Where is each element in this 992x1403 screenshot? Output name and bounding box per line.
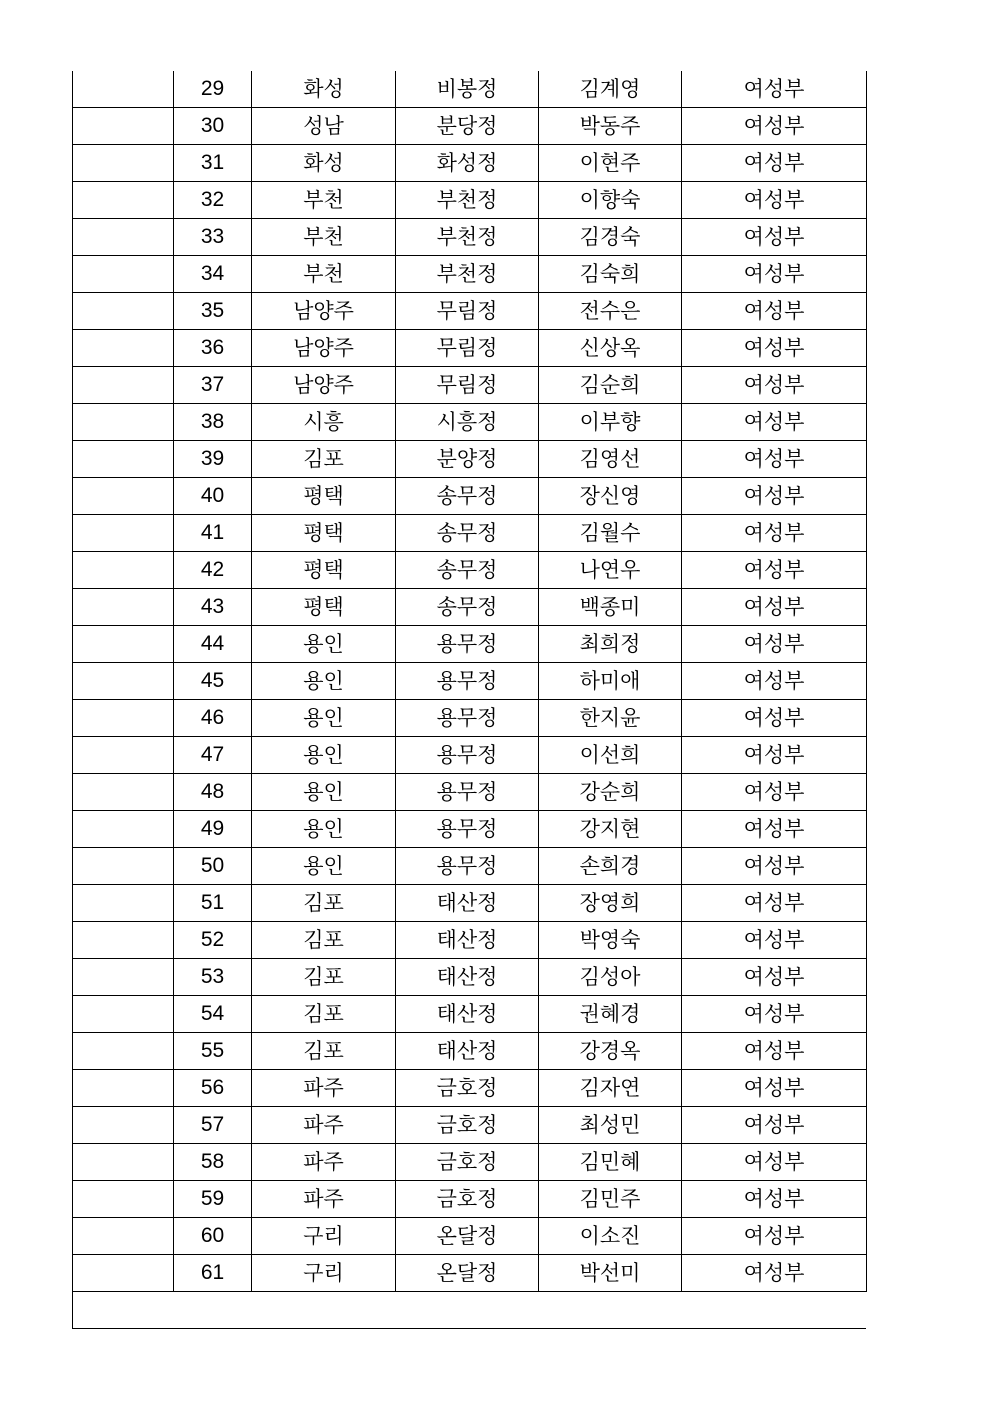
table-row (73, 700, 867, 737)
group-cell: 금호정 (396, 1144, 539, 1181)
department-cell: 여성부 (682, 996, 867, 1033)
group-cell: 용무정 (396, 848, 539, 885)
blank-cell (73, 774, 174, 811)
department-cell: 여성부 (682, 885, 867, 922)
group-cell: 비봉정 (396, 71, 539, 108)
row-number: 51 (174, 885, 252, 922)
row-number: 41 (174, 515, 252, 552)
blank-cell (73, 515, 174, 552)
row-number: 42 (174, 552, 252, 589)
blank-cell (73, 1033, 174, 1070)
blank-cell (73, 922, 174, 959)
region-cell: 용인 (252, 737, 396, 774)
region-cell: 화성 (252, 71, 396, 108)
member-name-cell: 김계영 (539, 71, 682, 108)
region-cell: 김포 (252, 1033, 396, 1070)
group-cell: 용무정 (396, 737, 539, 774)
department-cell: 여성부 (682, 293, 867, 330)
member-name-cell: 김민주 (539, 1181, 682, 1218)
region-cell: 용인 (252, 700, 396, 737)
region-cell: 김포 (252, 959, 396, 996)
member-name-cell: 박영숙 (539, 922, 682, 959)
table-row (73, 367, 867, 404)
table-row (73, 1070, 867, 1107)
table-row (73, 330, 867, 367)
region-cell: 파주 (252, 1181, 396, 1218)
group-cell: 태산정 (396, 996, 539, 1033)
member-name-cell: 권혜경 (539, 996, 682, 1033)
group-cell: 용무정 (396, 626, 539, 663)
member-name-cell: 강경옥 (539, 1033, 682, 1070)
blank-cell (73, 108, 174, 145)
row-number: 36 (174, 330, 252, 367)
table-row (73, 478, 867, 515)
member-name-cell: 김숙희 (539, 256, 682, 293)
table-row (73, 1107, 867, 1144)
blank-cell (73, 145, 174, 182)
member-name-cell: 박동주 (539, 108, 682, 145)
table-row (73, 145, 867, 182)
region-cell: 평택 (252, 515, 396, 552)
group-cell: 용무정 (396, 663, 539, 700)
table-row (73, 737, 867, 774)
member-name-cell: 최희정 (539, 626, 682, 663)
member-name-cell: 이현주 (539, 145, 682, 182)
region-cell: 파주 (252, 1144, 396, 1181)
region-cell: 부천 (252, 182, 396, 219)
table-row (73, 256, 867, 293)
department-cell: 여성부 (682, 478, 867, 515)
department-cell: 여성부 (682, 811, 867, 848)
department-cell: 여성부 (682, 663, 867, 700)
group-cell: 용무정 (396, 774, 539, 811)
table-row (73, 1033, 867, 1070)
table-row (73, 293, 867, 330)
table-row (73, 885, 867, 922)
region-cell: 시흥 (252, 404, 396, 441)
region-cell: 김포 (252, 922, 396, 959)
row-number: 46 (174, 700, 252, 737)
region-cell: 구리 (252, 1255, 396, 1292)
department-cell: 여성부 (682, 219, 867, 256)
department-cell: 여성부 (682, 256, 867, 293)
row-number: 33 (174, 219, 252, 256)
group-cell: 금호정 (396, 1070, 539, 1107)
row-number: 57 (174, 1107, 252, 1144)
group-cell: 시흥정 (396, 404, 539, 441)
table-row (73, 404, 867, 441)
member-name-cell: 김자연 (539, 1070, 682, 1107)
department-cell: 여성부 (682, 1144, 867, 1181)
member-name-cell: 나연우 (539, 552, 682, 589)
department-cell: 여성부 (682, 737, 867, 774)
department-cell: 여성부 (682, 700, 867, 737)
member-name-cell: 손희경 (539, 848, 682, 885)
table-row (73, 663, 867, 700)
region-cell: 평택 (252, 589, 396, 626)
table-row (73, 441, 867, 478)
blank-cell (73, 330, 174, 367)
department-cell: 여성부 (682, 441, 867, 478)
department-cell: 여성부 (682, 145, 867, 182)
row-number: 43 (174, 589, 252, 626)
group-cell: 부천정 (396, 256, 539, 293)
member-name-cell: 김순희 (539, 367, 682, 404)
table-row (73, 1218, 867, 1255)
department-cell: 여성부 (682, 959, 867, 996)
row-number: 54 (174, 996, 252, 1033)
blank-cell (73, 885, 174, 922)
blank-cell (73, 1144, 174, 1181)
row-number: 56 (174, 1070, 252, 1107)
department-cell: 여성부 (682, 108, 867, 145)
group-cell: 부천정 (396, 182, 539, 219)
roster-table (72, 71, 867, 1292)
row-number: 35 (174, 293, 252, 330)
row-number: 49 (174, 811, 252, 848)
row-number: 55 (174, 1033, 252, 1070)
group-cell: 무림정 (396, 367, 539, 404)
row-number: 39 (174, 441, 252, 478)
row-number: 61 (174, 1255, 252, 1292)
member-name-cell: 이부향 (539, 404, 682, 441)
group-cell: 태산정 (396, 922, 539, 959)
group-cell: 무림정 (396, 293, 539, 330)
blank-cell (73, 589, 174, 626)
member-name-cell: 김월수 (539, 515, 682, 552)
region-cell: 화성 (252, 145, 396, 182)
blank-cell (73, 1255, 174, 1292)
group-cell: 태산정 (396, 959, 539, 996)
row-number: 47 (174, 737, 252, 774)
blank-cell (73, 626, 174, 663)
blank-cell (73, 811, 174, 848)
group-cell: 송무정 (396, 589, 539, 626)
region-cell: 파주 (252, 1070, 396, 1107)
blank-cell (73, 663, 174, 700)
blank-cell (73, 848, 174, 885)
member-name-cell: 이소진 (539, 1218, 682, 1255)
region-cell: 남양주 (252, 367, 396, 404)
blank-cell (73, 1107, 174, 1144)
row-number: 40 (174, 478, 252, 515)
row-number: 50 (174, 848, 252, 885)
blank-cell (73, 404, 174, 441)
group-cell: 부천정 (396, 219, 539, 256)
blank-cell (73, 182, 174, 219)
department-cell: 여성부 (682, 182, 867, 219)
region-cell: 남양주 (252, 293, 396, 330)
table-row (73, 182, 867, 219)
region-cell: 김포 (252, 996, 396, 1033)
table-row (73, 774, 867, 811)
department-cell: 여성부 (682, 515, 867, 552)
blank-cell (73, 552, 174, 589)
department-cell: 여성부 (682, 1255, 867, 1292)
row-number: 32 (174, 182, 252, 219)
member-name-cell: 이선희 (539, 737, 682, 774)
member-name-cell: 장영희 (539, 885, 682, 922)
table-row (73, 626, 867, 663)
table-row (73, 996, 867, 1033)
blank-cell (73, 1218, 174, 1255)
blank-cell (73, 1181, 174, 1218)
department-cell: 여성부 (682, 848, 867, 885)
region-cell: 김포 (252, 441, 396, 478)
member-name-cell: 장신영 (539, 478, 682, 515)
department-cell: 여성부 (682, 1181, 867, 1218)
row-number: 31 (174, 145, 252, 182)
group-cell: 온달정 (396, 1218, 539, 1255)
group-cell: 송무정 (396, 515, 539, 552)
group-cell: 화성정 (396, 145, 539, 182)
blank-cell (73, 700, 174, 737)
table-row (73, 1255, 867, 1292)
member-name-cell: 김영선 (539, 441, 682, 478)
member-name-cell: 신상옥 (539, 330, 682, 367)
blank-cell (73, 367, 174, 404)
table-row (73, 515, 867, 552)
row-number: 30 (174, 108, 252, 145)
member-name-cell: 김민혜 (539, 1144, 682, 1181)
department-cell: 여성부 (682, 1033, 867, 1070)
group-cell: 송무정 (396, 552, 539, 589)
department-cell: 여성부 (682, 330, 867, 367)
region-cell: 용인 (252, 848, 396, 885)
roster-table-container (72, 71, 866, 1292)
group-cell: 태산정 (396, 885, 539, 922)
member-name-cell: 강순희 (539, 774, 682, 811)
blank-cell (73, 293, 174, 330)
department-cell: 여성부 (682, 1218, 867, 1255)
department-cell: 여성부 (682, 404, 867, 441)
member-name-cell: 이향숙 (539, 182, 682, 219)
blank-cell (73, 256, 174, 293)
member-name-cell: 강지현 (539, 811, 682, 848)
table-footer-area (72, 1289, 866, 1329)
member-name-cell: 최성민 (539, 1107, 682, 1144)
group-cell: 분양정 (396, 441, 539, 478)
row-number: 53 (174, 959, 252, 996)
member-name-cell: 박선미 (539, 1255, 682, 1292)
region-cell: 부천 (252, 256, 396, 293)
department-cell: 여성부 (682, 1070, 867, 1107)
region-cell: 용인 (252, 626, 396, 663)
group-cell: 분당정 (396, 108, 539, 145)
table-row (73, 1144, 867, 1181)
department-cell: 여성부 (682, 71, 867, 108)
department-cell: 여성부 (682, 774, 867, 811)
table-row (73, 959, 867, 996)
row-number: 37 (174, 367, 252, 404)
region-cell: 구리 (252, 1218, 396, 1255)
row-number: 58 (174, 1144, 252, 1181)
member-name-cell: 한지윤 (539, 700, 682, 737)
row-number: 29 (174, 71, 252, 108)
region-cell: 남양주 (252, 330, 396, 367)
blank-cell (73, 478, 174, 515)
member-name-cell: 하미애 (539, 663, 682, 700)
row-number: 45 (174, 663, 252, 700)
table-row (73, 848, 867, 885)
group-cell: 송무정 (396, 478, 539, 515)
department-cell: 여성부 (682, 367, 867, 404)
department-cell: 여성부 (682, 552, 867, 589)
member-name-cell: 전수은 (539, 293, 682, 330)
department-cell: 여성부 (682, 922, 867, 959)
row-number: 34 (174, 256, 252, 293)
region-cell: 성남 (252, 108, 396, 145)
department-cell: 여성부 (682, 1107, 867, 1144)
blank-cell (73, 71, 174, 108)
member-name-cell: 김경숙 (539, 219, 682, 256)
region-cell: 부천 (252, 219, 396, 256)
table-row (73, 219, 867, 256)
group-cell: 용무정 (396, 811, 539, 848)
group-cell: 무림정 (396, 330, 539, 367)
region-cell: 평택 (252, 478, 396, 515)
group-cell: 금호정 (396, 1181, 539, 1218)
department-cell: 여성부 (682, 626, 867, 663)
group-cell: 금호정 (396, 1107, 539, 1144)
row-number: 59 (174, 1181, 252, 1218)
blank-cell (73, 1070, 174, 1107)
region-cell: 용인 (252, 811, 396, 848)
region-cell: 용인 (252, 663, 396, 700)
member-name-cell: 백종미 (539, 589, 682, 626)
row-number: 52 (174, 922, 252, 959)
group-cell: 온달정 (396, 1255, 539, 1292)
group-cell: 태산정 (396, 1033, 539, 1070)
department-cell: 여성부 (682, 589, 867, 626)
blank-cell (73, 737, 174, 774)
region-cell: 용인 (252, 774, 396, 811)
table-row (73, 71, 867, 108)
group-cell: 용무정 (396, 700, 539, 737)
blank-cell (73, 996, 174, 1033)
roster-table-body (73, 71, 867, 1292)
table-row (73, 108, 867, 145)
region-cell: 김포 (252, 885, 396, 922)
table-row (73, 811, 867, 848)
row-number: 44 (174, 626, 252, 663)
blank-cell (73, 441, 174, 478)
table-row (73, 589, 867, 626)
row-number: 60 (174, 1218, 252, 1255)
table-row (73, 1181, 867, 1218)
row-number: 48 (174, 774, 252, 811)
region-cell: 평택 (252, 552, 396, 589)
blank-cell (73, 219, 174, 256)
table-row (73, 552, 867, 589)
table-row (73, 922, 867, 959)
blank-cell (73, 959, 174, 996)
row-number: 38 (174, 404, 252, 441)
member-name-cell: 김성아 (539, 959, 682, 996)
region-cell: 파주 (252, 1107, 396, 1144)
